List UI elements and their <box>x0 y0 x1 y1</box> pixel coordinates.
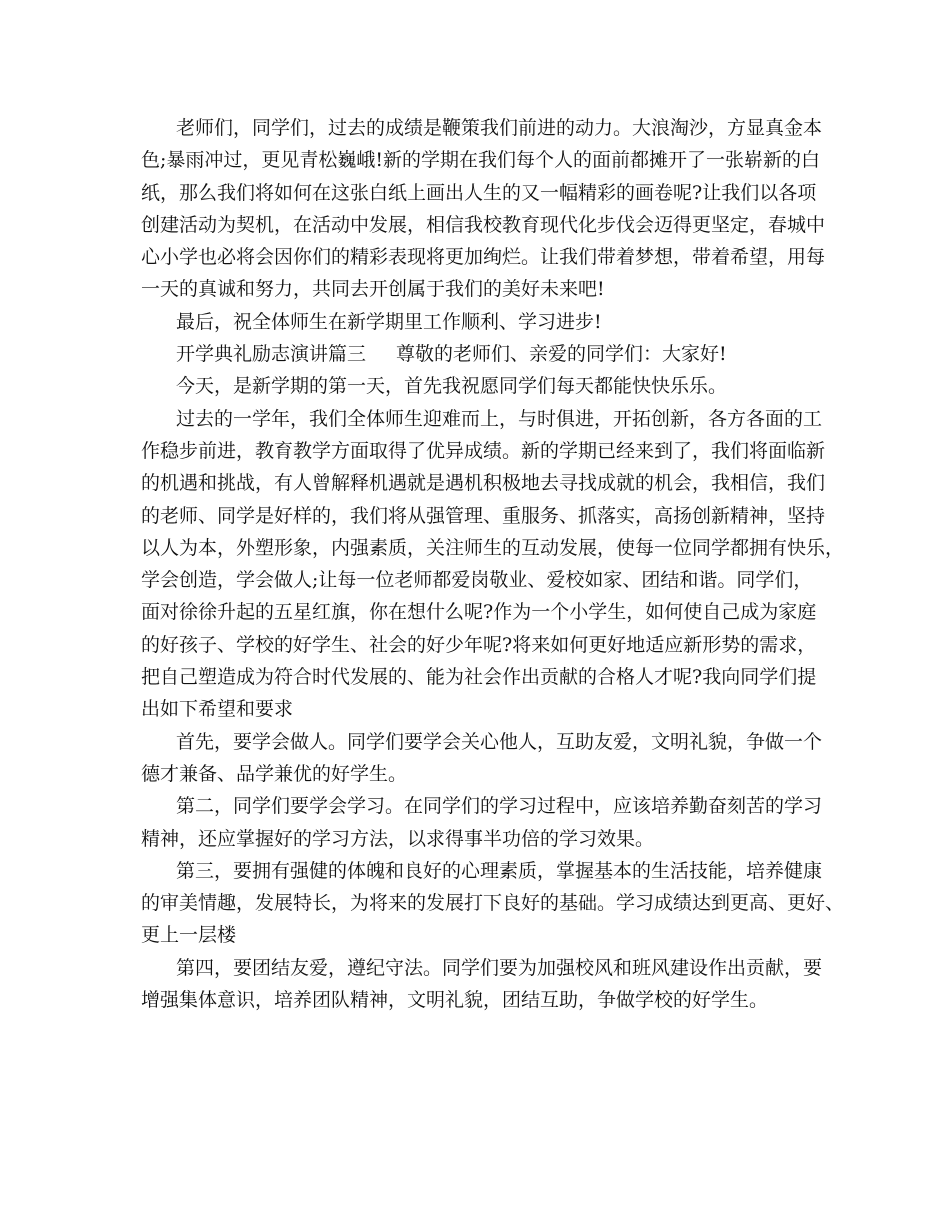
text-line: 的好孩子、学校的好学生、社会的好少年呢?将来如何更好地适应新形势的需求， <box>141 633 817 656</box>
text-line: 创建活动为契机，在活动中发展，相信我校教育现代化步伐会迈得更坚定，春城中 <box>141 213 826 236</box>
text-line: 首先，要学会做人。同学们要学会关心他人，互助友爱，文明礼貌，争做一个 <box>176 730 823 753</box>
section-title: 开学典礼励志演讲篇三 <box>176 343 367 366</box>
text-line: 一天的真诚和努力，共同去开创属于我们的美好未来吧! <box>141 278 605 301</box>
text-line: 把自己塑造成为符合时代发展的、能为社会作出贡献的合格人才呢?我向同学们提 <box>141 666 817 689</box>
text-line: 过去的一学年，我们全体师生迎难而上，与时俱进，开拓创新，各方各面的工 <box>176 407 823 430</box>
text-line: 第三，要拥有强健的体魄和良好的心理素质，掌握基本的生活技能，培养健康 <box>176 859 823 882</box>
document-body <box>141 112 845 1016</box>
text-line: 色;暴雨冲过，更见青松巍峨!新的学期在我们每个人的面前都摊开了一张崭新的白 <box>141 149 821 172</box>
text-line: 出如下希望和要求 <box>141 698 294 721</box>
text-line: 精神，还应掌握好的学习方法，以求得事半功倍的学习效果。 <box>141 827 655 850</box>
text-line: 的老师、同学是好样的，我们将从强管理、重服务、抓落实，高扬创新精神，坚持 <box>141 504 826 527</box>
text-line: 最后，祝全体师生在新学期里工作顺利、学习进步! <box>176 310 602 333</box>
text-line: 德才兼备、品学兼优的好学生。 <box>141 762 408 785</box>
salutation: 尊敬的老师们、亲爱的同学们：大家好! <box>396 343 727 366</box>
text-line: 更上一层楼 <box>141 924 237 947</box>
text-line: 作稳步前进，教育教学方面取得了优异成绩。新的学期已经来到了，我们将面临新 <box>141 439 826 462</box>
text-line: 学会创造，学会做人;让每一位老师都爱岗敬业、爱校如家、团结和谐。同学们， <box>141 569 813 592</box>
text-line: 第二，同学们要学会学习。在同学们的学习过程中，应该培养勤奋刻苦的学习 <box>176 795 823 818</box>
text-line: 纸，那么我们将如何在这张白纸上画出人生的又一幅精彩的画卷呢?让我们以各项 <box>141 181 817 204</box>
text-line: 以人为本，外塑形象，内强素质，关注师生的互动发展，使每一位同学都拥有快乐， <box>141 536 845 559</box>
text-line: 第四，要团结友爱，遵纪守法。同学们要为加强校风和班风建设作出贡献，要 <box>176 956 823 979</box>
text-line: 的机遇和挑战，有人曾解释机遇就是遇机积极地去寻找成就的机会，我相信，我们 <box>141 472 826 495</box>
text-line: 今天，是新学期的第一天，首先我祝愿同学们每天都能快快乐乐。 <box>176 375 728 398</box>
text-line: 面对徐徐升起的五星红旗，你在想什么呢?作为一个小学生，如何使自己成为家庭 <box>141 601 817 624</box>
text-line: 增强集体意识，培养团队精神，文明礼貌，团结互助，争做学校的好学生。 <box>141 989 769 1012</box>
text-line: 心小学也必将会因你们的精彩表现将更加绚烂。让我们带着梦想，带着希望，用每 <box>141 246 826 269</box>
text-line: 老师们，同学们，过去的成绩是鞭策我们前进的动力。大浪淘沙，方显真金本 <box>176 117 823 139</box>
section-heading-line <box>141 338 831 370</box>
text-line: 的审美情趣，发展特长，为将来的发展打下良好的基础。学习成绩达到更高、更好、 <box>141 892 845 915</box>
